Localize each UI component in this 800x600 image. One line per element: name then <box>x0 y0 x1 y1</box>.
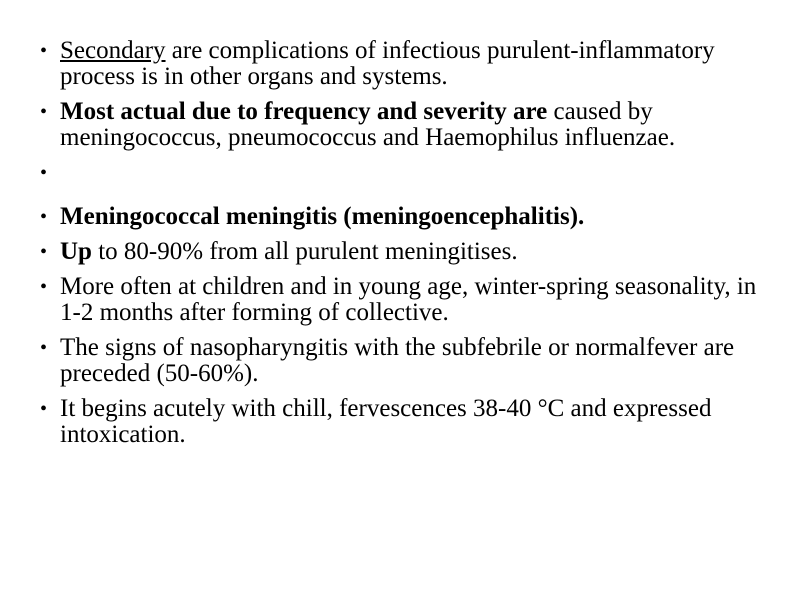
bullet-lead-bold: Most actual due to frequency and severity are <box>60 98 548 125</box>
bullet-dot: • <box>40 162 48 184</box>
bullet-lead-underlined: Secondary <box>60 37 166 64</box>
bullet-text: are complications of infectious purulent-inflammatory process is in other organs and systems. <box>60 37 715 90</box>
bullet-dot: • <box>40 206 48 228</box>
bullet-dot: • <box>40 337 48 359</box>
bullet-text: to 80-90% from all purulent meningitises. <box>91 238 518 265</box>
bullet-dot: • <box>40 40 48 62</box>
bullet-text: More often at children and in young age, winter-spring seasonality, in 1-2 months after forming of collective. <box>60 273 757 326</box>
bullet-text: The signs of nasopharyngitis with the subfebrile or normalfever are preceded (50-60%). <box>60 334 735 387</box>
list-item <box>40 204 770 230</box>
bullet-text: It begins acutely with chill, fervescences 38-40 °C and expressed intoxication. <box>60 395 712 448</box>
bullet-dot: • <box>40 276 48 298</box>
bullet-text: caused by meningococcus, pneumococcus and Haemophilus influenzae. <box>60 98 676 151</box>
list-item <box>40 99 770 151</box>
bullet-dot: • <box>40 398 48 420</box>
list-item <box>40 274 770 326</box>
bullet-list <box>40 38 770 457</box>
bullet-dot: • <box>40 101 48 123</box>
list-item <box>40 239 770 265</box>
list-item <box>40 335 770 387</box>
list-item <box>40 38 770 90</box>
bullet-lead-bold: Up <box>60 238 92 265</box>
list-item <box>40 396 770 448</box>
bullet-dot: • <box>40 241 48 263</box>
list-item-empty <box>40 160 770 186</box>
bullet-heading-bold: Meningococcal meningitis (meningoencephalitis). <box>60 203 585 230</box>
